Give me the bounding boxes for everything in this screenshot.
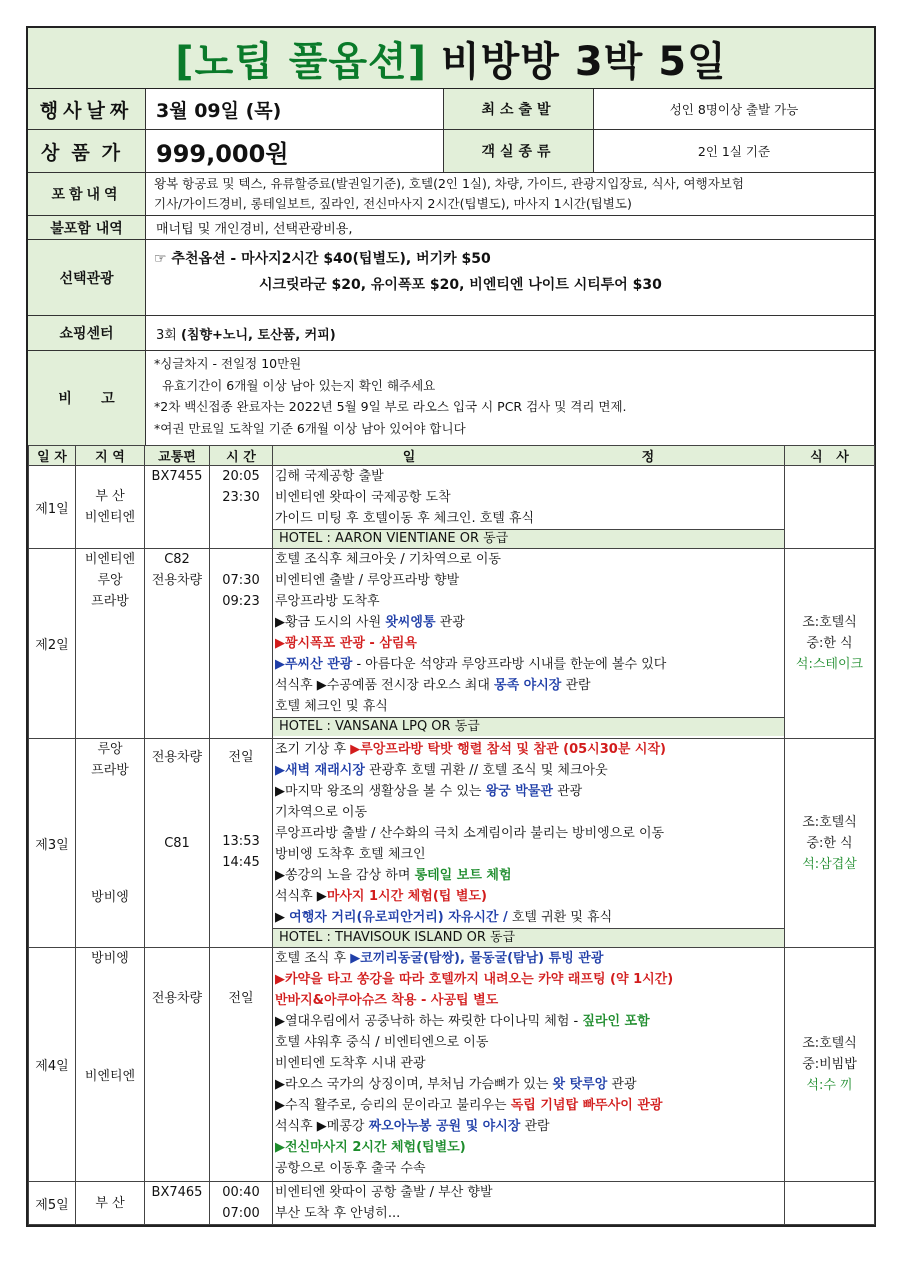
plan-line — [275, 781, 782, 802]
time-cell — [210, 1182, 273, 1225]
exclude-label: 불포함 내역 — [28, 216, 146, 239]
region-name: 프라방 — [91, 763, 129, 778]
plan-text: 비엔티엔 도착후 시내 관광 — [275, 1056, 426, 1071]
plan-line — [275, 739, 782, 760]
meal-item: 조:호텔식 — [802, 615, 857, 630]
plan-line — [275, 1182, 782, 1203]
plan-text: 독립 기념탑 빠뚜사이 관광 — [510, 1098, 663, 1113]
time-value: 20:05 — [222, 469, 260, 484]
meal-cell — [785, 549, 875, 739]
plan-line — [275, 570, 782, 591]
plan-text: ▶코끼리동굴(탐쌍), 물동굴(탐남) 튜빙 관광 — [350, 951, 604, 966]
transport-name-stack — [145, 1182, 209, 1203]
title-tag: [노팁 풀옵션] — [175, 38, 427, 85]
transport-name: C82 — [164, 552, 190, 567]
time-value: 07:00 — [222, 1206, 260, 1221]
day-cell: 제4일 — [29, 948, 76, 1182]
price-value: 999,000원 — [146, 130, 444, 172]
options-label: 선택관광 — [28, 240, 146, 315]
plan-line — [275, 508, 782, 529]
plan-line — [275, 696, 782, 717]
plan-text: 관광 — [435, 615, 465, 630]
region-name: 비엔티엔 — [84, 552, 136, 567]
transport-name: 전용차량 — [151, 750, 203, 765]
time-cell — [210, 739, 273, 948]
plan-text: 호텔 귀환 및 휴식 — [507, 910, 613, 925]
day-row — [29, 739, 875, 948]
meal-item: 중:한 식 — [806, 835, 853, 851]
include-line: 기사/가이드경비, 롱테일보트, 짚라인, 전신마사지 2시간(팁별도), 마사지 1시간(팁별도) — [154, 196, 632, 211]
plan-text: 왓 탓루앙 — [552, 1077, 608, 1092]
plan-text: ▶열대우림에서 공중낙하 하는 짜릿한 다이나믹 체험 - — [275, 1014, 583, 1029]
plan-text: ▶황금 도시의 사원 — [275, 615, 386, 630]
header-day: 일 자 — [29, 446, 76, 466]
plan-line — [275, 760, 782, 781]
plan-text: 관광 — [552, 784, 583, 799]
plan-text: 기차역으로 이동 — [275, 805, 368, 820]
time-value-stack — [210, 831, 272, 873]
meal-item: 조:호텔식 — [802, 1036, 857, 1051]
transport-cell — [145, 466, 210, 549]
plan-line — [275, 633, 782, 654]
region-cell — [76, 739, 145, 948]
plan-line — [275, 591, 782, 612]
meal-item: 중:비빔밥 — [802, 1057, 857, 1072]
region-name: 비엔티엔 — [84, 510, 136, 525]
time-value: 09:23 — [222, 594, 260, 609]
schedule-header — [29, 446, 875, 466]
plan-text: 짚라인 포함 — [582, 1014, 650, 1029]
shopping-items: (침향+노니, 토산품, 커피) — [180, 327, 336, 343]
time-cell — [210, 549, 273, 739]
plan-text: 부산 도착 후 안녕히... — [275, 1206, 401, 1221]
transport-name-stack — [145, 833, 209, 854]
plan-text: ▶마지막 왕조의 생활상을 볼 수 있는 — [275, 784, 486, 799]
region-name-stack — [76, 1066, 144, 1087]
transport-name: 전용차량 — [151, 991, 203, 1006]
day-row — [29, 948, 875, 1182]
time-value: 전일 — [228, 750, 254, 765]
transport-name: C81 — [164, 836, 190, 851]
options-line: ☞ 추천옵션 - 마사지2시간 $40(팁별도), 버기카 $50 — [154, 251, 491, 267]
plan-line — [275, 487, 782, 508]
plan-line — [275, 675, 782, 696]
plan-text: ▶새벽 재래시장 — [275, 763, 365, 778]
options-line: 시크릿라군 $20, 유이폭포 $20, 비엔티엔 나이트 시티투어 $30 — [259, 277, 662, 293]
room-type-value: 2인 1실 기준 — [697, 144, 771, 159]
plan-line — [275, 865, 782, 886]
hotel-line: HOTEL : VANSANA LPQ OR 동급 — [273, 717, 784, 736]
plan-text: ▶ — [275, 910, 290, 925]
region-cell — [76, 549, 145, 739]
plan-text: 짜오아누봉 공원 및 야시장 — [368, 1119, 521, 1134]
plan-line — [275, 1137, 782, 1158]
title-main: 비방방 3박 5일 — [440, 38, 727, 85]
price-label: 상품가 — [28, 130, 146, 172]
day-row — [29, 466, 875, 549]
header-region: 지 역 — [76, 446, 145, 466]
include-label: 포함내역 — [28, 173, 146, 215]
region-name: 부 산 — [95, 489, 125, 504]
region-name: 부 산 — [95, 1195, 125, 1211]
plan-text: 관람 — [520, 1119, 550, 1134]
price-row — [28, 130, 874, 173]
region-name: 루앙 — [97, 573, 123, 588]
plan-line — [275, 1011, 782, 1032]
include-row — [28, 173, 874, 216]
plan-line — [275, 844, 782, 865]
header-plan: 일 정 — [273, 446, 785, 466]
plan-line — [275, 466, 782, 487]
plan-text: ▶루앙프라방 탁밧 행렬 참석 및 참관 (05시30분 시작) — [350, 742, 666, 757]
note-line: *여권 만료일 도착일 기준 6개월 이상 남아 있어야 합니다 — [154, 420, 466, 436]
plan-text: 반바지&아쿠아슈즈 착용 - 사공팁 별도 — [275, 993, 499, 1008]
plan-text: 비엔티엔 왓따이 국제공항 도착 — [275, 490, 451, 505]
hotel-line: HOTEL : THAVISOUK ISLAND OR 동급 — [273, 928, 784, 947]
transport-name-stack — [145, 466, 209, 487]
plan-text: ▶카약을 타고 쏭강을 따라 호텔까지 내려오는 카약 래프팅 (약 1시간) — [275, 972, 674, 987]
time-value: 23:30 — [222, 490, 260, 505]
plan-cell — [273, 549, 785, 739]
header-meal: 식 사 — [785, 446, 875, 466]
time-value: 14:45 — [222, 855, 260, 870]
plan-line — [275, 886, 782, 907]
plan-text: 롱테일 보트 체험 — [414, 868, 512, 883]
options-value — [146, 240, 670, 315]
itinerary-sheet — [26, 26, 876, 1227]
plan-text: ▶꽝시폭포 관광 - 삼림욕 — [275, 636, 417, 651]
transport-cell — [145, 948, 210, 1182]
plan-text: 관람 — [561, 678, 591, 693]
plan-text: 조기 기상 후 — [275, 742, 351, 757]
time-value: 전일 — [228, 991, 254, 1006]
region-cell — [76, 466, 145, 549]
room-type-label: 객실종류 — [444, 130, 594, 172]
notes-value — [146, 351, 635, 445]
date-label: 행사날짜 — [28, 89, 146, 129]
region-name-stack — [76, 948, 144, 969]
plan-line — [275, 654, 782, 675]
plan-text: 가이드 미팅 후 호텔이동 후 체크인. 호텔 휴식 — [275, 511, 535, 526]
meal-cell — [785, 1182, 875, 1225]
plan-line — [275, 948, 782, 969]
transport-cell — [145, 549, 210, 739]
min-depart-label: 최소출발 — [444, 89, 594, 129]
plan-text: 마사지 1시간 체험(팁 별도) — [326, 889, 487, 904]
time-value-stack — [210, 1182, 272, 1224]
day-row — [29, 549, 875, 739]
plan-text: ▶라오스 국가의 상징이며, 부처님 가슴뼈가 있는 — [275, 1077, 553, 1092]
plan-text: 왕궁 박물관 — [485, 784, 553, 799]
min-depart-value: 성인 8명이상 출발 가능 — [669, 102, 799, 117]
time-cell — [210, 466, 273, 549]
shopping-count: 3회 — [156, 327, 177, 343]
meal-item: 조:호텔식 — [802, 814, 857, 830]
meal-item: 중:한 식 — [806, 636, 853, 651]
time-value: 07:30 — [222, 573, 260, 588]
plan-text: 왓씨엥통 — [385, 615, 436, 630]
transport-name-stack — [145, 739, 209, 768]
header-time: 시 간 — [210, 446, 273, 466]
include-value — [146, 173, 752, 215]
shopping-row — [28, 316, 874, 351]
plan-text: 호텔 조식 후 — [275, 951, 351, 966]
plan-text: 호텔 샤워후 중식 / 비엔티엔으로 이동 — [275, 1035, 489, 1050]
plan-line — [275, 823, 782, 844]
region-name: 프라방 — [91, 594, 129, 609]
meal-item: 석:스테이크 — [795, 657, 864, 672]
time-value-stack — [210, 549, 272, 612]
region-name-stack — [76, 486, 144, 528]
plan-text: 비엔티엔 출발 / 루앙프라방 향발 — [275, 573, 460, 588]
plan-text: 석식후 ▶메콩강 — [275, 1119, 369, 1134]
meal-stack — [787, 1033, 872, 1096]
transport-name-stack — [145, 549, 209, 591]
day-cell: 제2일 — [29, 549, 76, 739]
hotel-line: HOTEL : AARON VIENTIANE OR 동급 — [273, 529, 784, 548]
day-cell: 제5일 — [29, 1182, 76, 1225]
plan-text: 호텔 체크인 및 휴식 — [275, 699, 388, 714]
time-value: 00:40 — [222, 1185, 260, 1200]
plan-text: 관광 — [607, 1077, 637, 1092]
transport-cell — [145, 1182, 210, 1225]
plan-line — [275, 612, 782, 633]
transport-name: BX7465 — [151, 1185, 203, 1200]
meal-stack — [787, 612, 872, 675]
plan-text: ▶수직 활주로, 승리의 문이라고 불리우는 — [275, 1098, 511, 1113]
transport-cell — [145, 739, 210, 948]
plan-cell — [273, 739, 785, 948]
region-cell — [76, 948, 145, 1182]
plan-text: ▶푸씨산 관광 — [275, 657, 353, 672]
plan-line — [275, 1074, 782, 1095]
region-name: 방비엥 — [91, 890, 129, 905]
plan-line — [275, 990, 782, 1011]
time-value: 13:53 — [222, 834, 260, 849]
plan-line — [275, 802, 782, 823]
day-cell: 제3일 — [29, 739, 76, 948]
exclude-row — [28, 216, 874, 240]
day-row — [29, 1182, 875, 1225]
notes-row — [28, 351, 874, 445]
plan-text: 몽족 야시장 — [494, 678, 562, 693]
region-name: 방비엥 — [91, 951, 129, 966]
plan-text: ▶쏭강의 노을 감상 하며 — [275, 868, 415, 883]
plan-line — [275, 549, 782, 570]
day-cell: 제1일 — [29, 466, 76, 549]
plan-text: 호텔 조식후 체크아웃 / 기차역으로 이동 — [275, 552, 501, 567]
shopping-value — [146, 316, 336, 350]
plan-cell — [273, 1182, 785, 1225]
plan-text: - 아름다운 석양과 루앙프라방 시내를 한눈에 볼수 있다 — [352, 657, 667, 672]
region-name: 비엔티엔 — [84, 1069, 136, 1084]
plan-text: 석식후 ▶수공예품 전시장 라오스 최대 — [275, 678, 495, 693]
plan-text: 루앙프라방 도착후 — [275, 594, 380, 609]
notes-label: 비 고 — [28, 351, 146, 445]
page-title — [28, 28, 874, 89]
options-row — [28, 240, 874, 316]
meal-cell — [785, 739, 875, 948]
plan-text: 석식후 ▶ — [275, 889, 327, 904]
meal-cell — [785, 466, 875, 549]
plan-line — [275, 1116, 782, 1137]
plan-text: 관광후 호텔 귀환 // 호텔 조식 및 체크아웃 — [364, 763, 608, 778]
plan-line — [275, 1095, 782, 1116]
note-line: *싱글차지 - 전일정 10만원 — [154, 356, 302, 371]
plan-text: ▶전신마사지 2시간 체험(팁별도) — [275, 1140, 466, 1155]
plan-text: 비엔티엔 왓따이 공항 출발 / 부산 향발 — [275, 1185, 493, 1200]
plan-text: 김해 국제공항 출발 — [275, 469, 384, 484]
plan-cell — [273, 466, 785, 549]
plan-line — [275, 1203, 782, 1224]
meal-stack — [787, 812, 872, 875]
note-line: *2차 백신접종 완료자는 2022년 5월 9일 부로 라오스 입국 시 PCR 검사 및 격리 면제. — [154, 399, 627, 414]
region-cell — [76, 1182, 145, 1225]
region-name-stack — [76, 739, 144, 781]
date-row — [28, 89, 874, 130]
date-value: 3월 09일 (목) — [146, 89, 444, 129]
include-line: 왕복 항공료 및 텍스, 유류할증료(발권일기준), 호텔(2인 1실), 차량, 가이드, 관광지입장료, 식사, 여행자보험 — [154, 176, 744, 191]
region-name-stack — [76, 887, 144, 908]
header-transport: 교통편 — [145, 446, 210, 466]
time-value-stack — [210, 466, 272, 508]
region-name-stack — [76, 549, 144, 612]
region-name: 루앙 — [97, 742, 123, 757]
plan-line — [275, 907, 782, 928]
plan-line — [275, 969, 782, 990]
plan-text: 여행자 거리(유로피안거리) 자유시간 / — [289, 910, 508, 925]
time-cell — [210, 948, 273, 1182]
meal-item: 석:수 끼 — [806, 1078, 853, 1093]
exclude-value: 매너팁 및 개인경비, 선택관광비용, — [156, 222, 353, 237]
note-line: 유효기간이 6개월 이상 남아 있는지 확인 해주세요 — [154, 377, 436, 393]
transport-name: 전용차량 — [151, 573, 203, 588]
time-value-stack — [210, 948, 272, 1009]
plan-line — [275, 1032, 782, 1053]
plan-text: 방비엥 도착후 호텔 체크인 — [275, 847, 426, 862]
region-name-stack — [76, 1193, 144, 1214]
meal-item: 석:삼겹살 — [802, 856, 857, 872]
transport-name-stack — [145, 948, 209, 1009]
meal-cell — [785, 948, 875, 1182]
plan-cell — [273, 948, 785, 1182]
shopping-label: 쇼핑센터 — [28, 316, 146, 350]
plan-line — [275, 1158, 782, 1179]
transport-name: BX7455 — [151, 469, 203, 484]
plan-text: 루앙프라방 출발 / 산수화의 극치 소계림이라 불리는 방비엥으로 이동 — [275, 826, 665, 841]
plan-text: 공항으로 이동후 출국 수속 — [275, 1161, 426, 1176]
plan-line — [275, 1053, 782, 1074]
time-value-stack — [210, 739, 272, 768]
schedule-table — [28, 445, 875, 1225]
